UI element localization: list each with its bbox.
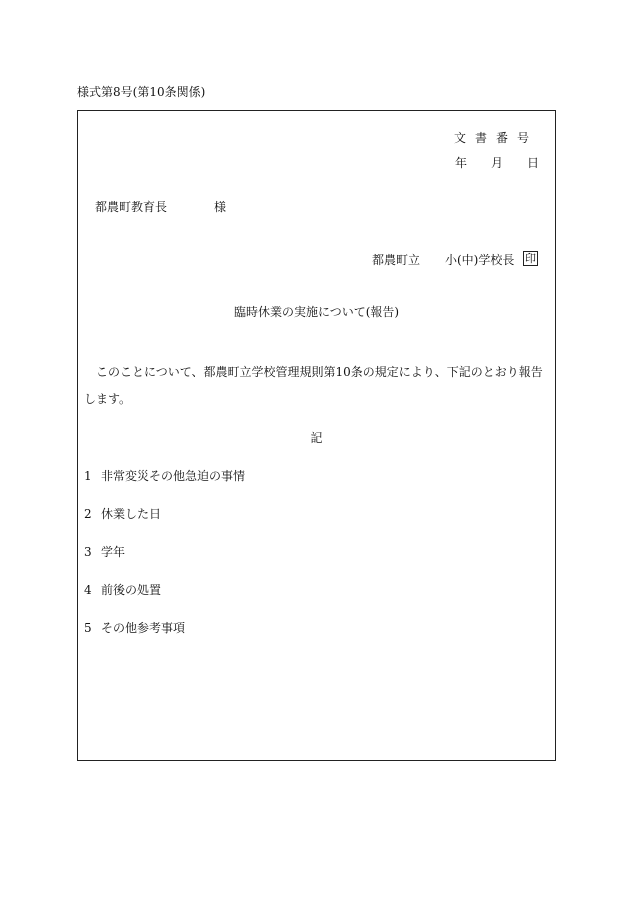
date-row: [455, 157, 539, 171]
list-item: [84, 546, 125, 558]
item-number: 2: [84, 507, 92, 521]
addressee-honorific: 様: [214, 200, 227, 214]
ki-heading: 記: [310, 431, 323, 445]
date-day: 日: [527, 156, 540, 170]
report-body: このことについて、都農町立学校管理規則第10条の規定により、下記のとおり報告します。: [84, 365, 543, 406]
item-label: 学年: [101, 545, 126, 559]
list-item: [84, 584, 161, 596]
date-month: 月: [491, 156, 504, 170]
seal-mark: 印: [525, 252, 536, 265]
item-label: 休業した日: [101, 507, 162, 521]
report-title: 臨時休業の実施について(報告): [233, 305, 400, 319]
list-item: [84, 622, 185, 634]
sender-school: 小(中)学校長: [445, 253, 515, 267]
item-number: 5: [84, 621, 92, 635]
document-number: 文書番号: [453, 131, 538, 145]
form-label: 様式第8号(第10条関係): [77, 85, 206, 99]
sender-town: 都農町立: [372, 253, 421, 267]
addressee-name: 都農町教育長: [95, 200, 168, 214]
item-number: 3: [84, 545, 92, 559]
item-label: その他参考事項: [101, 621, 186, 635]
item-number: 1: [84, 469, 92, 483]
item-label: 前後の処置: [101, 583, 162, 597]
list-item: [84, 470, 245, 482]
list-item: [84, 508, 161, 520]
date-year: 年: [455, 156, 468, 170]
item-label: 非常変災その他急迫の事情: [101, 469, 246, 483]
item-number: 4: [84, 583, 92, 597]
